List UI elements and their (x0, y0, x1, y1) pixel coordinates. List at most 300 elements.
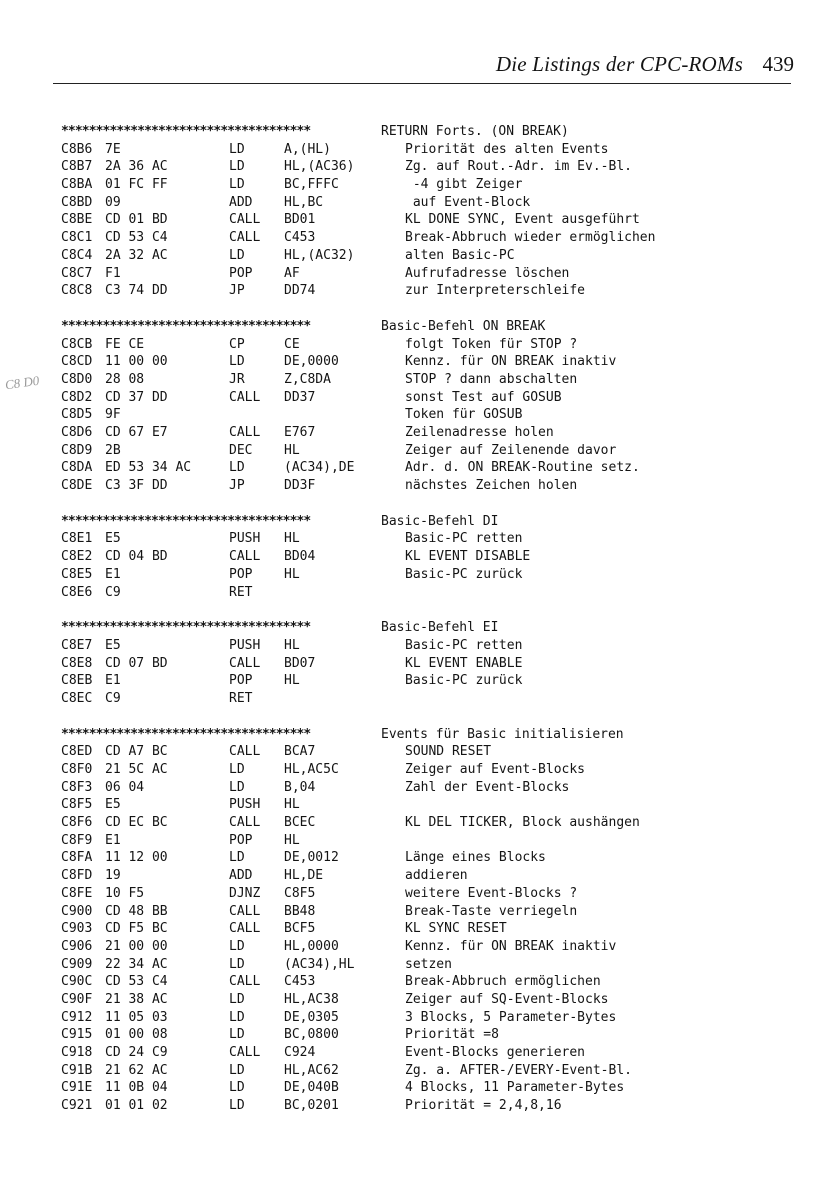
mnemonic: CALL (229, 921, 261, 937)
code-line (61, 354, 801, 372)
comment: Basic-PC retten (405, 637, 523, 653)
operand: HL,AC38 (284, 991, 339, 1007)
code-line (61, 939, 801, 957)
address: C90F (61, 991, 93, 1007)
opcode-bytes: FE CE (105, 336, 145, 352)
opcode-bytes: CD 04 BD (105, 549, 168, 565)
comment: weitere Event-Blocks ? (405, 885, 578, 901)
comment: Priorität =8 (405, 1027, 499, 1043)
code-line (61, 850, 801, 868)
address: C918 (61, 1045, 93, 1060)
code-line (61, 567, 801, 585)
address: C8DE (61, 478, 93, 494)
mnemonic: RET (229, 690, 253, 706)
code-line (61, 797, 801, 815)
mnemonic: RET (229, 584, 253, 600)
comment: nächstes Zeichen holen (405, 478, 578, 494)
address: C8DA (61, 460, 93, 476)
comment: Break-Taste verriegeln (405, 903, 578, 919)
address: C8EB (61, 673, 93, 689)
address: C91E (61, 1080, 93, 1096)
operand: DD74 (284, 283, 316, 299)
operand: C924 (284, 1045, 316, 1060)
code-line (61, 549, 801, 567)
mnemonic: LD (229, 1027, 245, 1043)
comment: Kennz. für ON BREAK inaktiv (405, 938, 617, 954)
opcode-bytes: 21 62 AC (105, 1062, 168, 1078)
address: C8E6 (61, 584, 93, 600)
page-number: 439 (762, 52, 794, 76)
address: C8CD (61, 354, 93, 370)
address: C91B (61, 1062, 93, 1078)
section-header (61, 727, 801, 745)
section-header (61, 319, 801, 337)
mnemonic: DJNZ (229, 885, 261, 901)
address: C8FA (61, 850, 93, 866)
operand: BD07 (284, 655, 316, 671)
mnemonic: LD (229, 247, 245, 263)
opcode-bytes: 2A 32 AC (105, 247, 168, 263)
comment: -4 gibt Zeiger (405, 177, 523, 193)
comment: folgt Token für STOP ? (405, 336, 578, 352)
code-line (61, 992, 801, 1010)
address: C8C4 (61, 247, 93, 263)
code-line (61, 372, 801, 390)
address: C8D9 (61, 442, 93, 458)
operand: HL (284, 566, 300, 582)
address: C8EC (61, 690, 93, 706)
operand: (AC34),DE (284, 460, 355, 476)
operand: HL (284, 531, 300, 547)
comment: auf Event-Block (405, 194, 531, 210)
operand: CE (284, 336, 300, 352)
operand: B,04 (284, 779, 316, 795)
comment: KL EVENT DISABLE (405, 549, 531, 565)
section-header (61, 514, 801, 532)
listing-section (61, 620, 801, 708)
address: C8F6 (61, 815, 93, 831)
opcode-bytes: E1 (105, 673, 121, 689)
code-line (61, 1098, 801, 1116)
mnemonic: DEC (229, 442, 253, 458)
address: C8E5 (61, 566, 93, 582)
address: C909 (61, 956, 93, 972)
operand: HL,AC5C (284, 762, 339, 777)
comment: KL DONE SYNC, Event ausgeführt (405, 212, 640, 228)
code-line (61, 195, 801, 213)
code-line (61, 407, 801, 425)
mnemonic: LD (229, 762, 245, 777)
operand: (AC34),HL (284, 956, 355, 972)
mnemonic: CP (229, 336, 245, 352)
opcode-bytes: CD 01 BD (105, 212, 168, 228)
address: C8D6 (61, 425, 93, 440)
operand: E767 (284, 425, 316, 440)
mnemonic: LD (229, 956, 245, 972)
code-line (61, 159, 801, 177)
mnemonic: PUSH (229, 531, 261, 547)
operand: HL,(AC36) (284, 159, 355, 175)
address: C8C7 (61, 265, 93, 281)
address: C8E2 (61, 549, 93, 565)
operand: HL (284, 797, 300, 813)
code-line (61, 585, 801, 603)
listing-section (61, 319, 801, 496)
code-line (61, 762, 801, 780)
mnemonic: LD (229, 1080, 245, 1096)
address: C906 (61, 938, 93, 954)
comment: 3 Blocks, 5 Parameter-Bytes (405, 1009, 617, 1025)
operand: DE,0012 (284, 850, 339, 866)
code-line (61, 921, 801, 939)
address: C90C (61, 974, 93, 990)
opcode-bytes: 21 5C AC (105, 762, 168, 777)
opcode-bytes: 19 (105, 868, 121, 884)
comment: addieren (405, 868, 468, 884)
section-title: Events für Basic initialisieren (381, 726, 624, 742)
mnemonic: ADD (229, 194, 253, 210)
opcode-bytes: 01 01 02 (105, 1098, 168, 1114)
comment: STOP ? dann abschalten (405, 371, 578, 387)
code-line (61, 337, 801, 355)
comment: zur Interpreterschleife (405, 283, 586, 299)
operand: BB48 (284, 903, 316, 919)
opcode-bytes: CD 24 C9 (105, 1045, 168, 1060)
margin-annotation: C8 D0 (4, 372, 41, 393)
comment: Zeiger auf Event-Blocks (405, 762, 586, 777)
mnemonic: LD (229, 159, 245, 175)
opcode-bytes: 11 00 00 (105, 354, 168, 370)
code-line (61, 266, 801, 284)
header-rule (53, 83, 791, 84)
opcode-bytes: 9F (105, 407, 121, 423)
address: C921 (61, 1098, 93, 1114)
mnemonic: LD (229, 1009, 245, 1025)
code-line (61, 691, 801, 709)
opcode-bytes: CD 07 BD (105, 655, 168, 671)
address: C8D2 (61, 389, 93, 405)
mnemonic: JP (229, 283, 245, 299)
mnemonic: PUSH (229, 797, 261, 813)
mnemonic: CALL (229, 655, 261, 671)
operand: DE,0000 (284, 354, 339, 370)
operand: BC,0800 (284, 1027, 339, 1043)
address: C900 (61, 903, 93, 919)
comment: Basic-PC zurück (405, 673, 523, 689)
opcode-bytes: C9 (105, 584, 121, 600)
opcode-bytes: F1 (105, 265, 121, 281)
code-line (61, 460, 801, 478)
operand: HL,BC (284, 194, 324, 210)
code-line (61, 780, 801, 798)
address: C8FE (61, 885, 93, 901)
address: C8F3 (61, 779, 93, 795)
address: C915 (61, 1027, 93, 1043)
separator-stars: ************************************ (61, 318, 311, 334)
opcode-bytes: 28 08 (105, 371, 145, 387)
address: C8E7 (61, 637, 93, 653)
operand: DD37 (284, 389, 316, 405)
mnemonic: LD (229, 354, 245, 370)
address: C8D5 (61, 407, 93, 423)
mnemonic: CALL (229, 903, 261, 919)
code-line (61, 886, 801, 904)
operand: DE,040B (284, 1080, 339, 1096)
code-line (61, 744, 801, 762)
address: C8CB (61, 336, 93, 352)
separator-stars: ************************************ (61, 726, 311, 742)
operand: DE,0305 (284, 1009, 339, 1025)
opcode-bytes: C3 74 DD (105, 283, 168, 299)
address: C8ED (61, 744, 93, 760)
mnemonic: POP (229, 832, 253, 848)
opcode-bytes: CD 67 E7 (105, 425, 168, 440)
address: C8B6 (61, 141, 93, 157)
mnemonic: POP (229, 673, 253, 689)
assembly-listing (61, 124, 801, 1134)
address: C903 (61, 921, 93, 937)
mnemonic: CALL (229, 1045, 261, 1060)
opcode-bytes: 11 12 00 (105, 850, 168, 866)
code-line (61, 390, 801, 408)
comment: Zeiger auf Zeilenende davor (405, 442, 617, 458)
comment: Break-Abbruch wieder ermöglichen (405, 230, 656, 246)
code-line (61, 230, 801, 248)
section-header (61, 620, 801, 638)
mnemonic: LD (229, 1098, 245, 1114)
mnemonic: LD (229, 1062, 245, 1078)
mnemonic: CALL (229, 549, 261, 565)
section-title: Basic-Befehl ON BREAK (381, 318, 546, 334)
operand: BC,FFFC (284, 177, 339, 193)
opcode-bytes: 10 F5 (105, 885, 145, 901)
mnemonic: LD (229, 938, 245, 954)
opcode-bytes: ED 53 34 AC (105, 460, 192, 476)
opcode-bytes: 21 38 AC (105, 991, 168, 1007)
operand: BD04 (284, 549, 316, 565)
code-line (61, 815, 801, 833)
mnemonic: LD (229, 460, 245, 476)
operand: Z,C8DA (284, 371, 331, 387)
code-line (61, 443, 801, 461)
mnemonic: POP (229, 566, 253, 582)
address: C8F0 (61, 762, 93, 777)
code-line (61, 1010, 801, 1028)
mnemonic: JP (229, 478, 245, 494)
address: C8BD (61, 194, 93, 210)
opcode-bytes: 21 00 00 (105, 938, 168, 954)
mnemonic: CALL (229, 230, 261, 246)
section-title: RETURN Forts. (ON BREAK) (381, 124, 569, 139)
operand: HL,AC62 (284, 1062, 339, 1078)
operand: HL,DE (284, 868, 324, 884)
mnemonic: POP (229, 265, 253, 281)
opcode-bytes: CD 48 BB (105, 903, 168, 919)
operand: A,(HL) (284, 141, 331, 157)
section-header (61, 124, 801, 142)
comment: KL EVENT ENABLE (405, 655, 523, 671)
listing-section (61, 727, 801, 1116)
comment: 4 Blocks, 11 Parameter-Bytes (405, 1080, 625, 1096)
opcode-bytes: E1 (105, 832, 121, 848)
comment: Token für GOSUB (405, 407, 523, 423)
address: C8B7 (61, 159, 93, 175)
code-line (61, 1080, 801, 1098)
opcode-bytes: 01 FC FF (105, 177, 168, 193)
operand: C453 (284, 230, 316, 246)
code-line (61, 957, 801, 975)
comment: Basic-PC zurück (405, 566, 523, 582)
opcode-bytes: C3 3F DD (105, 478, 168, 494)
comment: Zeilenadresse holen (405, 425, 554, 440)
opcode-bytes: E1 (105, 566, 121, 582)
page-header (0, 0, 840, 90)
code-line (61, 833, 801, 851)
code-line (61, 478, 801, 496)
address: C8F5 (61, 797, 93, 813)
mnemonic: LD (229, 177, 245, 193)
separator-stars: ************************************ (61, 620, 311, 636)
section-title: Basic-Befehl DI (381, 513, 499, 529)
mnemonic: CALL (229, 815, 261, 831)
code-line (61, 531, 801, 549)
opcode-bytes: 11 05 03 (105, 1009, 168, 1025)
mnemonic: PUSH (229, 637, 261, 653)
operand: HL (284, 832, 300, 848)
address: C8E1 (61, 531, 93, 547)
comment: Break-Abbruch ermöglichen (405, 974, 601, 990)
comment: sonst Test auf GOSUB (405, 389, 562, 405)
comment: KL DEL TICKER, Block aushängen (405, 815, 640, 831)
code-line (61, 283, 801, 301)
address: C8BA (61, 177, 93, 193)
opcode-bytes: CD F5 BC (105, 921, 168, 937)
address: C8BE (61, 212, 93, 228)
mnemonic: CALL (229, 389, 261, 405)
opcode-bytes: 06 04 (105, 779, 145, 795)
address: C912 (61, 1009, 93, 1025)
opcode-bytes: 2B (105, 442, 121, 458)
operand: HL,(AC32) (284, 247, 355, 263)
operand: HL (284, 637, 300, 653)
address: C8FD (61, 868, 93, 884)
operand: HL (284, 673, 300, 689)
address: C8C8 (61, 283, 93, 299)
listing-section (61, 124, 801, 301)
comment: setzen (405, 956, 452, 972)
opcode-bytes: CD 53 C4 (105, 974, 168, 990)
mnemonic: LD (229, 850, 245, 866)
comment: Basic-PC retten (405, 531, 523, 547)
operand: BCEC (284, 815, 316, 831)
operand: AF (284, 265, 300, 281)
address: C8E8 (61, 655, 93, 671)
opcode-bytes: E5 (105, 637, 121, 653)
mnemonic: CALL (229, 212, 261, 228)
mnemonic: CALL (229, 974, 261, 990)
separator-stars: ************************************ (61, 513, 311, 529)
mnemonic: CALL (229, 744, 261, 760)
mnemonic: LD (229, 991, 245, 1007)
operand: DD3F (284, 478, 316, 494)
separator-stars: ************************************ (61, 124, 311, 139)
comment: SOUND RESET (405, 744, 492, 760)
comment: KL SYNC RESET (405, 921, 507, 937)
address: C8D0 (61, 371, 93, 387)
comment: Zg. auf Rout.-Adr. im Ev.-Bl. (405, 159, 632, 175)
opcode-bytes: 11 0B 04 (105, 1080, 168, 1096)
opcode-bytes: 2A 36 AC (105, 159, 168, 175)
opcode-bytes: 22 34 AC (105, 956, 168, 972)
opcode-bytes: 09 (105, 194, 121, 210)
operand: BCA7 (284, 744, 316, 760)
code-line (61, 1045, 801, 1063)
mnemonic: JR (229, 371, 245, 387)
comment: Event-Blocks generieren (405, 1045, 586, 1060)
opcode-bytes: E5 (105, 531, 121, 547)
section-title: Basic-Befehl EI (381, 620, 499, 636)
code-line (61, 656, 801, 674)
mnemonic: LD (229, 141, 245, 157)
comment: alten Basic-PC (405, 247, 515, 263)
comment: Kennz. für ON BREAK inaktiv (405, 354, 617, 370)
running-title: Die Listings der CPC-ROMs (495, 52, 743, 76)
operand: BCF5 (284, 921, 316, 937)
comment: Adr. d. ON BREAK-Routine setz. (405, 460, 640, 476)
listing-section (61, 514, 801, 602)
code-line (61, 248, 801, 266)
code-line (61, 1027, 801, 1045)
code-line (61, 212, 801, 230)
comment: Zg. a. AFTER-/EVERY-Event-Bl. (405, 1062, 632, 1078)
mnemonic: CALL (229, 425, 261, 440)
opcode-bytes: CD EC BC (105, 815, 168, 831)
operand: C8F5 (284, 885, 316, 901)
operand: HL (284, 442, 300, 458)
comment: Aufrufadresse löschen (405, 265, 570, 281)
comment: Zeiger auf SQ-Event-Blocks (405, 991, 609, 1007)
address: C8F9 (61, 832, 93, 848)
code-line (61, 142, 801, 160)
code-line (61, 1063, 801, 1081)
comment: Priorität = 2,4,8,16 (405, 1098, 562, 1114)
mnemonic: LD (229, 779, 245, 795)
code-line (61, 974, 801, 992)
comment: Priorität des alten Events (405, 141, 609, 157)
mnemonic: ADD (229, 868, 253, 884)
opcode-bytes: CD A7 BC (105, 744, 168, 760)
code-line (61, 868, 801, 886)
opcode-bytes: 7E (105, 141, 121, 157)
operand: BD01 (284, 212, 316, 228)
address: C8C1 (61, 230, 93, 246)
comment: Zahl der Event-Blocks (405, 779, 570, 795)
operand: HL,0000 (284, 938, 339, 954)
opcode-bytes: C9 (105, 690, 121, 706)
opcode-bytes: CD 53 C4 (105, 230, 168, 246)
code-line (61, 425, 801, 443)
operand: BC,0201 (284, 1098, 339, 1114)
opcode-bytes: 01 00 08 (105, 1027, 168, 1043)
code-line (61, 904, 801, 922)
code-line (61, 638, 801, 656)
comment: Länge eines Blocks (405, 850, 546, 866)
code-line (61, 177, 801, 195)
operand: C453 (284, 974, 316, 990)
opcode-bytes: CD 37 DD (105, 389, 168, 405)
opcode-bytes: E5 (105, 797, 121, 813)
code-line (61, 673, 801, 691)
